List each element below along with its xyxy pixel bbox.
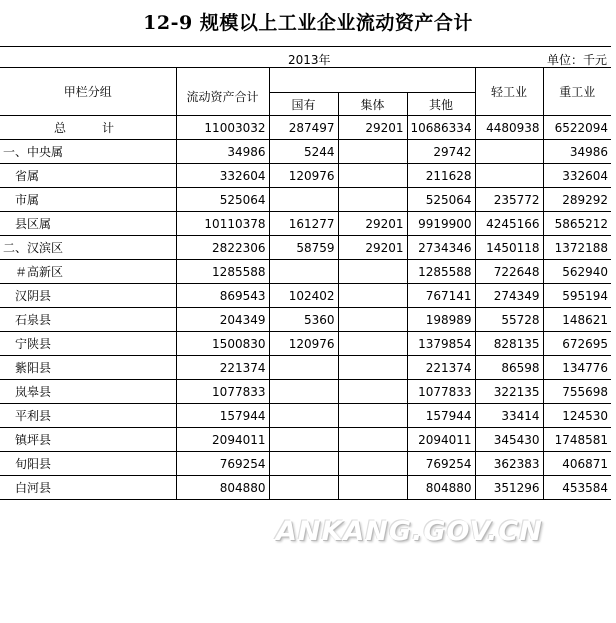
cell-total: 204349 <box>176 308 269 332</box>
cell-collective <box>338 188 407 212</box>
header-heavy: 重工业 <box>543 68 611 116</box>
cell-collective <box>338 356 407 380</box>
row-label: 镇坪县 <box>0 428 176 452</box>
cell-other: 769254 <box>407 452 475 476</box>
cell-heavy: 34986 <box>543 140 611 164</box>
cell-other: 211628 <box>407 164 475 188</box>
table-row <box>0 260 611 284</box>
cell-other: 1379854 <box>407 332 475 356</box>
cell-state: 120976 <box>269 164 338 188</box>
cell-light: 322135 <box>475 380 543 404</box>
cell-state: 5244 <box>269 140 338 164</box>
site-watermark: ANKANG.GOV.CN <box>276 516 543 547</box>
cell-state: 161277 <box>269 212 338 236</box>
cell-other: 10686334 <box>407 116 475 140</box>
cell-other: 157944 <box>407 404 475 428</box>
cell-total: 1500830 <box>176 332 269 356</box>
row-label: 平利县 <box>0 404 176 428</box>
cell-state: 102402 <box>269 284 338 308</box>
cell-collective <box>338 284 407 308</box>
cell-state: 287497 <box>269 116 338 140</box>
cell-state <box>269 428 338 452</box>
cell-collective <box>338 452 407 476</box>
row-label: 宁陕县 <box>0 332 176 356</box>
cell-light: 55728 <box>475 308 543 332</box>
header-light: 轻工业 <box>475 68 543 116</box>
cell-other: 1077833 <box>407 380 475 404</box>
year-label: 2013年 <box>288 53 331 67</box>
cell-light: 274349 <box>475 284 543 308</box>
cell-heavy: 134776 <box>543 356 611 380</box>
header-other: 其他 <box>407 93 475 116</box>
cell-collective <box>338 332 407 356</box>
table-row <box>0 140 611 164</box>
table-row <box>0 356 611 380</box>
table-row <box>0 284 611 308</box>
table-row <box>0 236 611 260</box>
row-label: 市属 <box>0 188 176 212</box>
row-label: 汉阴县 <box>0 284 176 308</box>
table-row <box>0 212 611 236</box>
cell-collective <box>338 428 407 452</box>
table-row <box>0 380 611 404</box>
row-label: 一、中央属 <box>0 140 176 164</box>
cell-other: 221374 <box>407 356 475 380</box>
cell-light: 1450118 <box>475 236 543 260</box>
table-subheader <box>0 48 611 66</box>
cell-other: 1285588 <box>407 260 475 284</box>
row-label: 岚皋县 <box>0 380 176 404</box>
cell-collective <box>338 164 407 188</box>
cell-light: 362383 <box>475 452 543 476</box>
cell-total: 1077833 <box>176 380 269 404</box>
cell-light: 86598 <box>475 356 543 380</box>
cell-total: 804880 <box>176 476 269 500</box>
row-label: ＃高新区 <box>0 260 176 284</box>
table-row <box>0 116 611 140</box>
cell-light: 345430 <box>475 428 543 452</box>
cell-collective <box>338 476 407 500</box>
cell-collective: 29201 <box>338 212 407 236</box>
cell-state <box>269 356 338 380</box>
header-state: 国有 <box>269 93 338 116</box>
row-label: 省属 <box>0 164 176 188</box>
cell-collective <box>338 260 407 284</box>
cell-heavy: 595194 <box>543 284 611 308</box>
cell-other: 525064 <box>407 188 475 212</box>
cell-total: 221374 <box>176 356 269 380</box>
cell-heavy: 672695 <box>543 332 611 356</box>
cell-state: 5360 <box>269 308 338 332</box>
cell-light: 33414 <box>475 404 543 428</box>
header-collective: 集体 <box>338 93 407 116</box>
header-ownership-blank <box>269 68 475 93</box>
cell-total: 2094011 <box>176 428 269 452</box>
cell-heavy: 453584 <box>543 476 611 500</box>
cell-light: 4480938 <box>475 116 543 140</box>
cell-other: 2094011 <box>407 428 475 452</box>
cell-heavy: 562940 <box>543 260 611 284</box>
cell-total: 11003032 <box>176 116 269 140</box>
row-label: 石泉县 <box>0 308 176 332</box>
cell-heavy: 332604 <box>543 164 611 188</box>
cell-heavy: 406871 <box>543 452 611 476</box>
cell-total: 769254 <box>176 452 269 476</box>
cell-state <box>269 476 338 500</box>
cell-heavy: 148621 <box>543 308 611 332</box>
cell-light: 828135 <box>475 332 543 356</box>
cell-other: 9919900 <box>407 212 475 236</box>
cell-total: 2822306 <box>176 236 269 260</box>
row-label: 紫阳县 <box>0 356 176 380</box>
row-label: 总 计 <box>0 116 176 140</box>
cell-collective <box>338 140 407 164</box>
cell-other: 804880 <box>407 476 475 500</box>
cell-state: 58759 <box>269 236 338 260</box>
cell-collective <box>338 404 407 428</box>
cell-total: 869543 <box>176 284 269 308</box>
row-label: 县区属 <box>0 212 176 236</box>
header-total: 流动资产合计 <box>176 68 269 116</box>
title-divider <box>0 46 611 47</box>
cell-total: 1285588 <box>176 260 269 284</box>
cell-total: 525064 <box>176 188 269 212</box>
cell-heavy: 6522094 <box>543 116 611 140</box>
unit-label: 单位：千元 <box>546 53 607 67</box>
row-label: 白河县 <box>0 476 176 500</box>
cell-other: 767141 <box>407 284 475 308</box>
cell-other: 29742 <box>407 140 475 164</box>
cell-total: 10110378 <box>176 212 269 236</box>
cell-heavy: 1748581 <box>543 428 611 452</box>
cell-other: 2734346 <box>407 236 475 260</box>
cell-light: 351296 <box>475 476 543 500</box>
data-table <box>0 67 611 500</box>
cell-total: 332604 <box>176 164 269 188</box>
cell-light <box>475 164 543 188</box>
cell-heavy: 5865212 <box>543 212 611 236</box>
row-label: 旬阳县 <box>0 452 176 476</box>
table-row <box>0 308 611 332</box>
header-group: 甲栏分组 <box>0 68 176 116</box>
cell-collective: 29201 <box>338 116 407 140</box>
cell-collective: 29201 <box>338 236 407 260</box>
table-row <box>0 404 611 428</box>
cell-collective <box>338 308 407 332</box>
cell-state <box>269 404 338 428</box>
cell-collective <box>338 380 407 404</box>
cell-state <box>269 452 338 476</box>
cell-heavy: 124530 <box>543 404 611 428</box>
cell-light <box>475 140 543 164</box>
table-row <box>0 476 611 500</box>
table-row <box>0 452 611 476</box>
cell-total: 34986 <box>176 140 269 164</box>
cell-heavy: 289292 <box>543 188 611 212</box>
page-title: 12-9 规模以上工业企业流动资产合计 <box>143 12 473 34</box>
table-row <box>0 428 611 452</box>
cell-light: 4245166 <box>475 212 543 236</box>
cell-state <box>269 380 338 404</box>
cell-light: 235772 <box>475 188 543 212</box>
table-row <box>0 164 611 188</box>
cell-total: 157944 <box>176 404 269 428</box>
cell-other: 198989 <box>407 308 475 332</box>
cell-state <box>269 188 338 212</box>
cell-heavy: 755698 <box>543 380 611 404</box>
cell-light: 722648 <box>475 260 543 284</box>
cell-state: 120976 <box>269 332 338 356</box>
cell-heavy: 1372188 <box>543 236 611 260</box>
header-row-top <box>0 68 611 93</box>
row-label: 二、汉滨区 <box>0 236 176 260</box>
table-row <box>0 332 611 356</box>
table-row <box>0 188 611 212</box>
cell-state <box>269 260 338 284</box>
